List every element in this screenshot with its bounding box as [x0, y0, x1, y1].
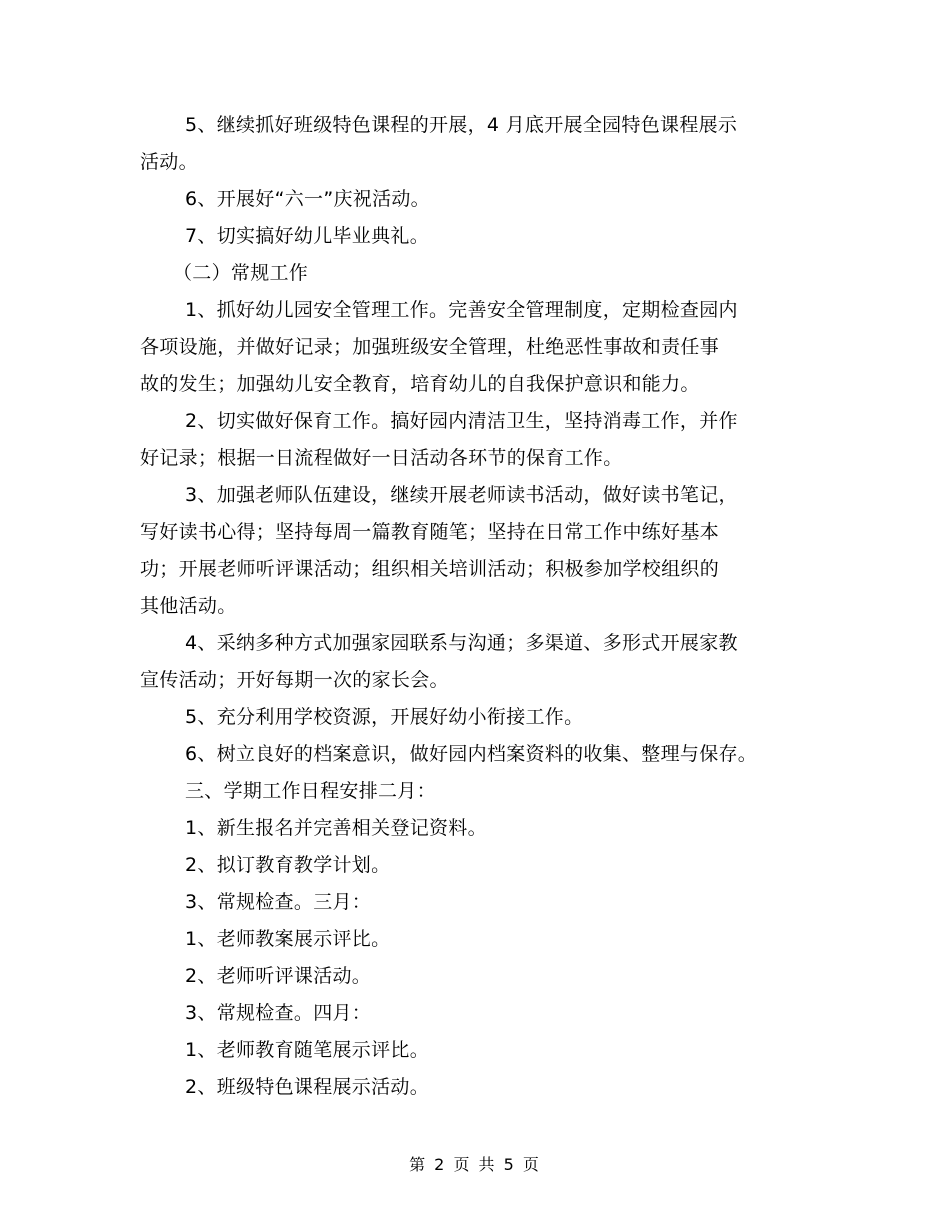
text-line: 3、常规检查。四月：: [185, 1002, 372, 1024]
text-line: 故的发生；加强幼儿安全教育，培育幼儿的自我保护意识和能力。: [140, 373, 700, 395]
text-line: 1、老师教案展示评比。: [185, 928, 391, 950]
text-line: 1、老师教育随笔展示评比。: [185, 1039, 429, 1061]
text-line: 1、抓好幼儿园安全管理工作。完善安全管理制度，定期检查园内: [185, 299, 738, 321]
text-line: 1、新生报名并完善相关登记资料。: [185, 817, 487, 839]
document-body: [140, 107, 830, 1106]
text-line: 2、老师听评课活动。: [185, 965, 372, 987]
text-line: 2、切实做好保育工作。搞好园内清洁卫生，坚持消毒工作，并作: [185, 410, 738, 432]
text-line: 活动。: [140, 151, 198, 173]
page-footer: 第 2 页 共 5 页: [409, 1155, 541, 1174]
text-line: 5、继续抓好班级特色课程的开展，4 月底开展全园特色课程展示: [185, 114, 738, 136]
text-line: 2、拟订教育教学计划。: [185, 854, 391, 876]
text-line: （二）常规工作: [173, 262, 309, 284]
text-line: 好记录；根据一日流程做好一日活动各环节的保育工作。: [140, 447, 623, 469]
text-line: 3、加强老师队伍建设，继续开展老师读书活动，做好读书笔记，: [185, 484, 738, 506]
text-line: 写好读书心得；坚持每周一篇教育随笔；坚持在日常工作中练好基本: [140, 521, 720, 543]
text-line: 功；开展老师听评课活动；组织相关培训活动；积极参加学校组织的: [140, 558, 720, 580]
text-line: 其他活动。: [140, 595, 237, 617]
text-line: 宣传活动；开好每期一次的家长会。: [140, 669, 449, 691]
text-line: 4、采纳多种方式加强家园联系与沟通；多渠道、多形式开展家教: [185, 632, 738, 654]
text-line: 2、班级特色课程展示活动。: [185, 1076, 429, 1098]
text-line: 各项设施，并做好记录；加强班级安全管理，杜绝恶性事故和责任事: [140, 336, 720, 358]
text-line: 6、树立良好的档案意识，做好园内档案资料的收集、整理与保存。: [185, 743, 758, 765]
text-line: 7、切实搞好幼儿毕业典礼。: [185, 225, 429, 247]
text-line: 3、常规检查。三月：: [185, 891, 372, 913]
text-line: 5、充分利用学校资源，开展好幼小衔接工作。: [185, 706, 584, 728]
text-line: 三、学期工作日程安排二月：: [185, 780, 436, 802]
text-line: 6、开展好“六一”庆祝活动。: [185, 188, 430, 210]
